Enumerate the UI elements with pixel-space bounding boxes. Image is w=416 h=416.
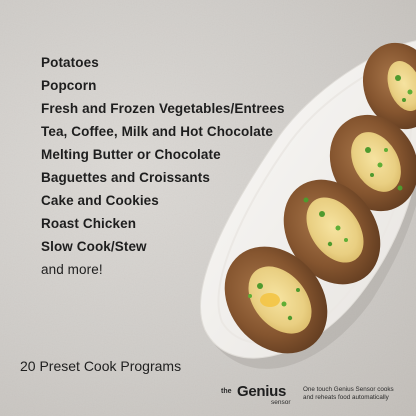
brand-name: Genius <box>237 383 287 400</box>
preset-caption: 20 Preset Cook Programs <box>20 358 182 374</box>
program-item: Tea, Coffee, Milk and Hot Chocolate <box>41 124 274 139</box>
program-item: Baguettes and Croissants <box>41 170 210 185</box>
program-item: Fresh and Frozen Vegetables/Entrees <box>41 101 285 116</box>
tagline-line-1: One touch Genius Sensor cooks <box>303 386 394 393</box>
program-item: Cake and Cookies <box>41 193 159 208</box>
brand-the: the <box>221 388 232 395</box>
genius-sensor-logo <box>219 384 301 410</box>
more-label: and more! <box>41 262 103 277</box>
program-item: Popcorn <box>41 78 97 93</box>
brand-tagline <box>303 386 415 402</box>
brand-sensor: sensor <box>271 399 291 406</box>
tagline-line-2: and reheats food automatically <box>303 394 389 401</box>
program-item: Roast Chicken <box>41 216 137 231</box>
program-item: Melting Butter or Chocolate <box>41 147 221 162</box>
program-item: Slow Cook/Stew <box>41 239 147 254</box>
cook-program-list <box>41 51 285 281</box>
genius-sensor-brand <box>219 384 415 410</box>
program-item: Potatoes <box>41 55 99 70</box>
